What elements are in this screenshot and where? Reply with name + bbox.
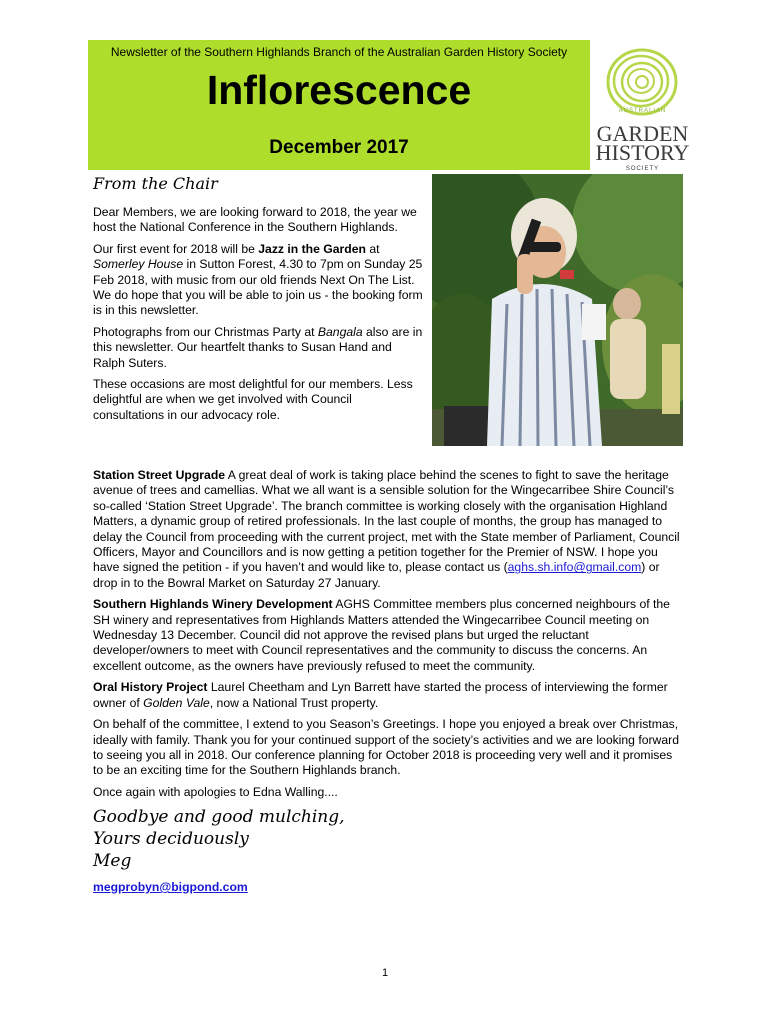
text: Laurel Cheetham and Lyn Barrett have started the process of interviewing the former owner of xyxy=(93,680,668,710)
newsletter-subtitle: Newsletter of the Southern Highlands Branch of the Australian Garden History Society xyxy=(110,45,568,59)
section-label: Southern Highlands Winery Development xyxy=(93,597,333,612)
logo-word-garden: GARDEN xyxy=(596,121,689,146)
text: also are in this newsletter. Our heartfelt thanks to Susan Hand and Ralph Suters. xyxy=(93,324,423,370)
text: Our first event for 2018 will be xyxy=(93,241,259,256)
chair-heading: From the Chair xyxy=(93,174,218,193)
chair-photo xyxy=(432,174,683,446)
signature-line-2: Yours deciduously xyxy=(93,829,249,850)
venue-name: Bangala xyxy=(317,324,363,339)
chair-paragraph-2 xyxy=(93,242,423,319)
signature-line-1: Goodbye and good mulching, xyxy=(93,807,345,828)
chair-paragraph-4: These occasions are most delightful for our members. Less delightful are when we get involved with Council consultations in our advocacy role. xyxy=(93,377,413,422)
closing-paragraph: On behalf of the committee, I extend to you Season’s Greetings. I hope you enjoyed a break over Christmas, ideally with family. Thank you for your continued support of the society’s activities and we are looking forward to seeing you all in 2018. Our conference planning for October 2018 is proceeding very well and it promises to be an exciting time for the Southern Highlands branch. xyxy=(93,717,679,778)
signature-name: Meg xyxy=(93,851,132,872)
text: in Sutton Forest, 4.30 to 7pm on Sunday 25 Feb 2018, with music from our old friends Next On The List. We do hope that you will be able to join us - the booking form is in this newsletter. xyxy=(93,257,423,318)
author-email-link[interactable]: megprobyn@bigpond.com xyxy=(93,880,248,895)
page-number: 1 xyxy=(381,967,389,979)
text: ) or drop in to the Bowral Market on Saturday 27 January. xyxy=(93,560,660,590)
contact-email-link[interactable]: aghs.sh.info@gmail.com xyxy=(507,560,642,575)
property-name: Golden Vale xyxy=(143,695,210,710)
text: , now a National Trust property. xyxy=(209,695,379,710)
aghs-logo xyxy=(595,44,690,174)
text: AGHS Committee members plus concerned neighbours of the SH winery and representatives from Highlands Matters attended the Wingecarribee Council meeting on Wednesday 13 December. Council did not approve the revised plans but urged the reluctant developer/owners to meet with Council representatives and the community to discuss the concerns. An excellent outcome, as the owners have previously refused to meet the community. xyxy=(93,597,670,673)
issue-date: December 2017 xyxy=(269,137,409,158)
apology-line: Once again with apologies to Edna Walling.... xyxy=(93,784,338,799)
chair-column xyxy=(93,205,423,429)
logo-top-text: AUSTRALIAN xyxy=(618,108,667,114)
text: A great deal of work is taking place behind the scenes to fight to save the heritage avenue of trees and camellias. What we all want is a sensible solution for the Wingecarribee Shire Council’s so-called ‘Station Street Upgrade’. The branch committee is working closely with the organisation Highland Matters, a dynamic group of retired professionals. In the last couple of months, the group has managed to delay the Council from proceeding with the current project, met with the State member of Parliament, Council Officers, Mayor and Councillors and is now getting a petition together for the Premier of NSW. I hope you have signed the petition - if you haven’t and would like to, please contact us ( xyxy=(93,468,680,575)
oral-history-paragraph xyxy=(93,680,683,711)
chair-paragraph-1: Dear Members, we are looking forward to 2018, the year we host the National Conference in the Southern Highlands. xyxy=(93,205,417,235)
section-label: Station Street Upgrade xyxy=(93,468,226,482)
venue-name: Somerley House xyxy=(93,257,184,272)
logo-bottom-text: SOCIETY xyxy=(625,166,660,172)
logo-word-history: HISTORY xyxy=(595,140,690,165)
text: Photographs from our Christmas Party at xyxy=(93,324,318,339)
winery-paragraph xyxy=(93,597,683,674)
chair-paragraph-3 xyxy=(93,325,423,371)
event-name: Jazz in the Garden xyxy=(258,241,366,256)
text: at xyxy=(365,241,380,256)
section-label: Oral History Project xyxy=(93,680,208,695)
station-street-paragraph xyxy=(93,468,683,591)
newsletter-title: Inflorescence xyxy=(206,67,472,113)
newsletter-body xyxy=(93,468,683,896)
